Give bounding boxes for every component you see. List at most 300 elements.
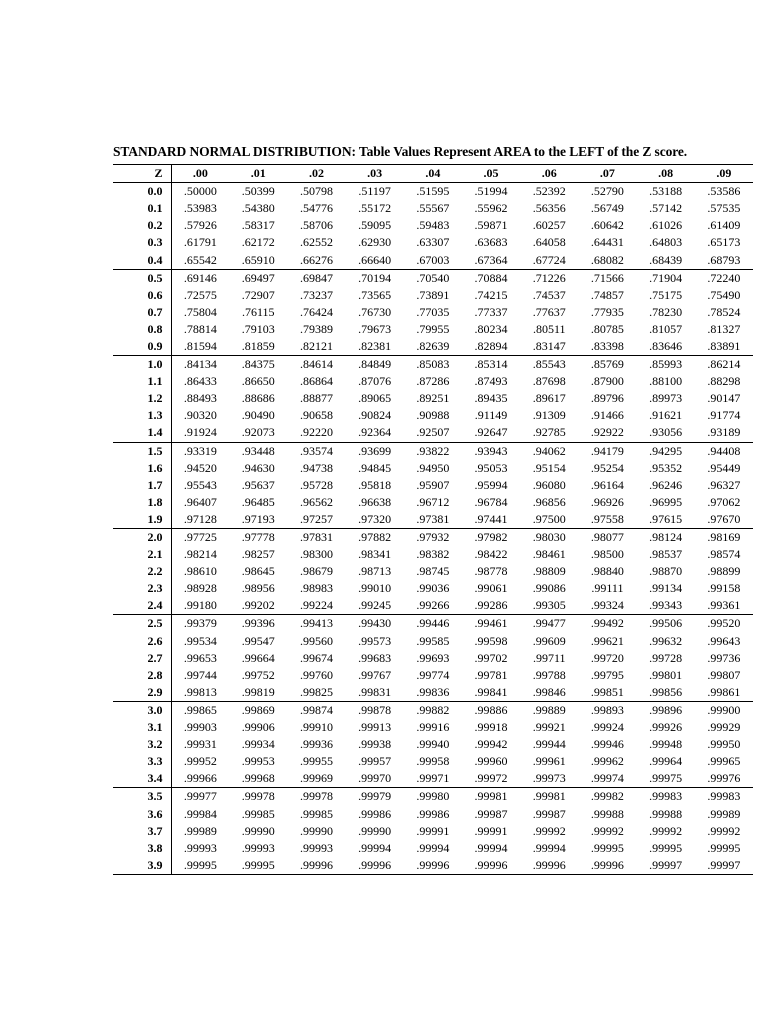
column-header: .06 [520, 165, 578, 183]
probability-cell: .94062 [532, 443, 566, 458]
probability-cell: .91774 [707, 408, 741, 423]
z-score-cell: 1.3 [113, 407, 171, 424]
table-row [113, 494, 753, 511]
table-row [113, 442, 753, 460]
table-row [113, 338, 753, 356]
z-score-cell: 1.8 [113, 494, 171, 511]
probability-cell: .99995 [171, 857, 229, 875]
table-row [113, 511, 753, 529]
probability-cell: .99760 [299, 667, 333, 682]
table-row [113, 597, 753, 615]
probability-cell: .92785 [520, 424, 578, 442]
probability-cell: .55172 [358, 201, 392, 216]
probability-cell: .99987 [474, 806, 508, 821]
probability-cell: .99931 [183, 737, 217, 752]
probability-cell: .93822 [416, 443, 450, 458]
probability-cell: .99973 [520, 770, 578, 788]
z-score-cell: 3.3 [113, 753, 171, 770]
probability-cell: .99994 [416, 840, 450, 855]
probability-cell: .83147 [520, 338, 578, 356]
probability-cell: .98899 [707, 564, 741, 579]
table-row [113, 251, 753, 269]
probability-cell: .99980 [416, 789, 450, 804]
probability-cell: .58317 [241, 218, 275, 233]
probability-cell: .99952 [183, 754, 217, 769]
probability-cell: .98928 [183, 581, 217, 596]
probability-cell: .99995 [707, 840, 741, 855]
probability-cell: .68793 [695, 251, 753, 269]
probability-cell: .99396 [241, 616, 275, 631]
z-score-table [113, 164, 753, 875]
table-row [113, 269, 753, 287]
z-score-cell: 2.9 [113, 684, 171, 702]
probability-cell: .97725 [183, 530, 217, 545]
probability-cell: .99585 [416, 633, 450, 648]
probability-cell: .87076 [358, 374, 392, 389]
z-score-cell: 0.8 [113, 321, 171, 338]
probability-cell: .52790 [590, 184, 624, 199]
table-row [113, 287, 753, 304]
probability-cell: .77035 [416, 304, 450, 319]
probability-cell: .93056 [637, 424, 695, 442]
probability-cell: .91621 [649, 408, 683, 423]
probability-cell: .67724 [520, 251, 578, 269]
probability-cell: .99926 [649, 720, 683, 735]
probability-cell: .63683 [474, 235, 508, 250]
probability-cell: .99061 [474, 581, 508, 596]
table-title: STANDARD NORMAL DISTRIBUTION: Table Values Represent AREA to the LEFT of the Z score. [113, 144, 688, 159]
table-row [113, 321, 753, 338]
probability-cell: .98461 [532, 547, 566, 562]
probability-cell: .54776 [299, 201, 333, 216]
probability-cell: .98382 [416, 547, 450, 562]
probability-cell: .82121 [287, 338, 345, 356]
probability-cell: .95352 [649, 460, 683, 475]
probability-cell: .99955 [299, 754, 333, 769]
probability-cell: .88100 [649, 374, 683, 389]
probability-cell: .71904 [649, 270, 683, 285]
table-row [113, 788, 753, 806]
probability-cell: .99995 [590, 840, 624, 855]
probability-cell: .77935 [590, 304, 624, 319]
probability-cell: .95907 [416, 477, 450, 492]
probability-cell: .95543 [183, 477, 217, 492]
probability-cell: .99992 [590, 823, 624, 838]
probability-cell: .97128 [171, 511, 229, 529]
probability-cell: .91149 [474, 408, 508, 423]
probability-cell: .99986 [358, 806, 392, 821]
probability-cell: .99981 [474, 789, 508, 804]
probability-cell: .99413 [299, 616, 333, 631]
probability-cell: .90824 [358, 408, 392, 423]
probability-cell: .97500 [520, 511, 578, 529]
probability-cell: .88686 [241, 391, 275, 406]
probability-cell: .99674 [299, 650, 333, 665]
z-score-cell: 1.6 [113, 460, 171, 477]
probability-cell: .99990 [358, 823, 392, 838]
probability-cell: .97615 [637, 511, 695, 529]
probability-cell: .96784 [474, 494, 508, 509]
probability-cell: .99343 [637, 597, 695, 615]
probability-cell: .99944 [532, 737, 566, 752]
probability-cell: .99991 [416, 823, 450, 838]
probability-cell: .60642 [590, 218, 624, 233]
probability-cell: .91466 [590, 408, 624, 423]
probability-cell: .98956 [241, 581, 275, 596]
table-body [113, 183, 753, 875]
probability-cell: .82639 [404, 338, 462, 356]
probability-cell: .99995 [649, 840, 683, 855]
probability-cell: .84849 [358, 357, 392, 372]
probability-cell: .99913 [358, 720, 392, 735]
probability-cell: .95818 [358, 477, 392, 492]
probability-cell: .91924 [171, 424, 229, 442]
probability-cell: .85993 [649, 357, 683, 372]
probability-cell: .98300 [299, 547, 333, 562]
probability-cell: .99795 [590, 667, 624, 682]
probability-cell: .99969 [287, 770, 345, 788]
probability-cell: .99461 [474, 616, 508, 631]
probability-cell: .99720 [590, 650, 624, 665]
probability-cell: .84614 [299, 357, 333, 372]
table-row [113, 477, 753, 494]
probability-cell: .94845 [358, 460, 392, 475]
probability-cell: .51197 [358, 184, 391, 199]
probability-cell: .99477 [532, 616, 566, 631]
probability-cell: .50798 [299, 184, 333, 199]
probability-cell: .79103 [241, 321, 275, 336]
probability-cell: .99996 [520, 857, 578, 875]
probability-cell: .95449 [707, 460, 741, 475]
probability-cell: .99111 [591, 581, 624, 596]
probability-cell: .99361 [695, 597, 753, 615]
probability-cell: .99910 [299, 720, 333, 735]
probability-cell: .99929 [707, 720, 741, 735]
probability-cell: .95637 [241, 477, 275, 492]
probability-cell: .98809 [532, 564, 566, 579]
probability-cell: .99938 [358, 737, 392, 752]
probability-cell: .96327 [707, 477, 741, 492]
probability-cell: .98870 [649, 564, 683, 579]
probability-cell: .99936 [299, 737, 333, 752]
probability-cell: .96246 [649, 477, 683, 492]
probability-cell: .99788 [532, 667, 566, 682]
probability-cell: .75175 [649, 287, 683, 302]
probability-cell: .97320 [346, 511, 404, 529]
z-score-cell: 2.7 [113, 650, 171, 667]
probability-cell: .99825 [287, 684, 345, 702]
probability-cell: .89973 [649, 391, 683, 406]
probability-cell: .99996 [578, 857, 636, 875]
probability-cell: .81859 [229, 338, 287, 356]
column-header: .04 [404, 165, 462, 183]
probability-cell: .95154 [532, 460, 566, 475]
probability-cell: .99921 [532, 720, 566, 735]
probability-cell: .62930 [358, 235, 392, 250]
probability-cell: .99831 [346, 684, 404, 702]
table-row [113, 424, 753, 442]
probability-cell: .99983 [649, 789, 683, 804]
probability-cell: .51994 [474, 184, 508, 199]
probability-cell: .87698 [532, 374, 566, 389]
probability-cell: .94295 [649, 443, 683, 458]
z-score-cell: 3.6 [113, 805, 171, 822]
probability-cell: .98500 [590, 547, 624, 562]
probability-cell: .85769 [590, 357, 624, 372]
probability-cell: .87493 [474, 374, 508, 389]
probability-cell: .76115 [242, 304, 275, 319]
z-score-cell: 2.6 [113, 633, 171, 650]
probability-cell: .93189 [695, 424, 753, 442]
table-row [113, 840, 753, 857]
table-row [113, 546, 753, 563]
probability-cell: .89796 [590, 391, 624, 406]
document-page [113, 144, 753, 875]
probability-cell: .99900 [707, 702, 741, 717]
probability-cell: .99865 [183, 702, 217, 717]
probability-cell: .51595 [416, 184, 450, 199]
probability-cell: .99974 [578, 770, 636, 788]
probability-cell: .53983 [183, 201, 217, 216]
probability-cell: .99997 [637, 857, 695, 875]
probability-cell: .99981 [532, 789, 566, 804]
probability-cell: .79955 [416, 321, 450, 336]
probability-cell: .59483 [416, 218, 450, 233]
probability-cell: .99987 [532, 806, 566, 821]
probability-cell: .68439 [637, 251, 695, 269]
probability-cell: .99989 [183, 823, 217, 838]
z-score-cell: 3.5 [113, 788, 171, 806]
probability-cell: .88298 [707, 374, 741, 389]
table-row [113, 390, 753, 407]
probability-cell: .98679 [299, 564, 333, 579]
probability-cell: .99744 [183, 667, 217, 682]
probability-cell: .99982 [590, 789, 624, 804]
probability-cell: .85543 [532, 357, 566, 372]
table-row [113, 373, 753, 390]
probability-cell: .99957 [358, 754, 392, 769]
probability-cell: .70884 [474, 270, 508, 285]
probability-cell: .61409 [707, 218, 741, 233]
z-score-cell: 1.9 [113, 511, 171, 529]
probability-cell: .82894 [462, 338, 520, 356]
table-row [113, 719, 753, 736]
probability-cell: .99702 [474, 650, 508, 665]
z-score-cell: 2.5 [113, 615, 171, 633]
probability-cell: .71566 [590, 270, 624, 285]
probability-cell: .84134 [183, 357, 217, 372]
probability-cell: .99916 [416, 720, 450, 735]
probability-cell: .99158 [707, 581, 741, 596]
probability-cell: .99942 [474, 737, 508, 752]
probability-cell: .99180 [171, 597, 229, 615]
probability-cell: .99984 [183, 806, 217, 821]
probability-cell: .98169 [707, 530, 741, 545]
probability-cell: .97193 [229, 511, 287, 529]
probability-cell: .64803 [649, 235, 683, 250]
probability-cell: .98537 [649, 547, 683, 562]
z-score-cell: 3.0 [113, 701, 171, 719]
table-row [113, 633, 753, 650]
probability-cell: .56749 [590, 201, 624, 216]
z-score-cell: 2.3 [113, 580, 171, 597]
probability-cell: .97831 [299, 530, 333, 545]
probability-cell: .96856 [532, 494, 566, 509]
probability-cell: .99560 [299, 633, 333, 648]
table-row [113, 805, 753, 822]
table-row [113, 460, 753, 477]
probability-cell: .99962 [590, 754, 624, 769]
probability-cell: .94950 [416, 460, 450, 475]
probability-cell: .74215 [474, 287, 508, 302]
probability-cell: .74857 [590, 287, 624, 302]
probability-cell: .90320 [183, 408, 217, 423]
probability-cell: .62552 [299, 235, 333, 250]
probability-cell: .99573 [358, 633, 392, 648]
probability-cell: .99994 [474, 840, 508, 855]
probability-cell: .90490 [241, 408, 275, 423]
probability-cell: .96562 [299, 494, 333, 509]
probability-cell: .98645 [241, 564, 275, 579]
probability-cell: .89065 [358, 391, 392, 406]
probability-cell: .99886 [474, 702, 508, 717]
probability-cell: .99752 [241, 667, 275, 682]
header-row [113, 165, 753, 183]
probability-cell: .96712 [416, 494, 450, 509]
z-score-cell: 0.9 [113, 338, 171, 356]
probability-cell: .99971 [404, 770, 462, 788]
probability-cell: .99996 [346, 857, 404, 875]
probability-cell: .99924 [590, 720, 624, 735]
probability-cell: .67364 [462, 251, 520, 269]
probability-cell: .80785 [590, 321, 624, 336]
probability-cell: .98257 [241, 547, 275, 562]
table-row [113, 304, 753, 321]
column-header: .08 [637, 165, 695, 183]
z-score-cell: 0.4 [113, 251, 171, 269]
probability-cell: .97882 [358, 530, 392, 545]
z-score-cell: 0.2 [113, 217, 171, 234]
probability-cell: .99996 [287, 857, 345, 875]
probability-cell: .90658 [299, 408, 333, 423]
probability-cell: .99379 [183, 616, 217, 631]
probability-cell: .99506 [649, 616, 683, 631]
probability-cell: .99202 [229, 597, 287, 615]
probability-cell: .97062 [707, 494, 741, 509]
probability-cell: .99534 [183, 633, 217, 648]
probability-cell: .98341 [358, 547, 392, 562]
probability-cell: .81057 [649, 321, 683, 336]
probability-cell: .64058 [532, 235, 566, 250]
probability-cell: .79389 [299, 321, 333, 336]
probability-cell: .96080 [532, 477, 566, 492]
probability-cell: .99774 [416, 667, 450, 682]
probability-cell: .99976 [695, 770, 753, 788]
probability-cell: .99801 [649, 667, 683, 682]
probability-cell: .80234 [474, 321, 508, 336]
probability-cell: .65910 [229, 251, 287, 269]
probability-cell: .93943 [474, 443, 508, 458]
probability-cell: .98124 [649, 530, 683, 545]
probability-cell: .77637 [532, 304, 566, 319]
probability-cell: .96995 [649, 494, 683, 509]
z-score-cell: 1.1 [113, 373, 171, 390]
probability-cell: .92922 [578, 424, 636, 442]
z-score-cell: 3.9 [113, 857, 171, 875]
z-score-cell: 1.2 [113, 390, 171, 407]
probability-cell: .53188 [649, 184, 683, 199]
probability-cell: .99979 [358, 789, 392, 804]
probability-cell: .90988 [416, 408, 450, 423]
table-row [113, 770, 753, 788]
probability-cell: .88493 [183, 391, 217, 406]
probability-cell: .99889 [532, 702, 566, 717]
probability-cell: .99874 [299, 702, 333, 717]
probability-cell: .99992 [707, 823, 741, 838]
probability-cell: .99266 [404, 597, 462, 615]
z-score-cell: 2.8 [113, 667, 171, 684]
probability-cell: .86214 [707, 357, 741, 372]
probability-cell: .52392 [532, 184, 566, 199]
z-score-cell: 0.0 [113, 183, 171, 201]
probability-cell: .99950 [707, 737, 741, 752]
probability-cell: .99978 [299, 789, 333, 804]
probability-cell: .99807 [707, 667, 741, 682]
probability-cell: .74537 [532, 287, 566, 302]
column-header: .07 [578, 165, 636, 183]
probability-cell: .65173 [707, 235, 741, 250]
column-header: .09 [695, 165, 753, 183]
probability-cell: .76424 [299, 304, 333, 319]
table-row [113, 217, 753, 234]
probability-cell: .98214 [183, 547, 217, 562]
probability-cell: .84375 [241, 357, 275, 372]
probability-cell: .81327 [707, 321, 741, 336]
probability-cell: .99992 [649, 823, 683, 838]
table-row [113, 684, 753, 702]
probability-cell: .99492 [590, 616, 624, 631]
probability-cell: .99972 [462, 770, 520, 788]
probability-cell: .99970 [346, 770, 404, 788]
probability-cell: .99305 [520, 597, 578, 615]
probability-cell: .96638 [358, 494, 392, 509]
probability-cell: .54380 [241, 201, 275, 216]
z-score-cell: 3.2 [113, 736, 171, 753]
probability-cell: .77337 [474, 304, 508, 319]
probability-cell: .87286 [416, 374, 450, 389]
probability-cell: .99993 [299, 840, 333, 855]
probability-cell: .97932 [416, 530, 450, 545]
probability-cell: .83646 [637, 338, 695, 356]
z-score-cell: 3.8 [113, 840, 171, 857]
probability-cell: .99940 [416, 737, 450, 752]
probability-cell: .99968 [229, 770, 287, 788]
probability-cell: .98610 [183, 564, 217, 579]
probability-cell: .99728 [649, 650, 683, 665]
z-score-cell: 3.1 [113, 719, 171, 736]
probability-cell: .99992 [532, 823, 566, 838]
z-score-cell: 1.4 [113, 424, 171, 442]
probability-cell: .99953 [241, 754, 275, 769]
probability-cell: .92073 [229, 424, 287, 442]
probability-cell: .57926 [183, 218, 217, 233]
probability-cell: .86864 [299, 374, 333, 389]
table-row [113, 563, 753, 580]
probability-cell: .93574 [299, 443, 333, 458]
probability-cell: .96407 [183, 494, 217, 509]
probability-cell: .99893 [590, 702, 624, 717]
probability-cell: .99994 [358, 840, 392, 855]
